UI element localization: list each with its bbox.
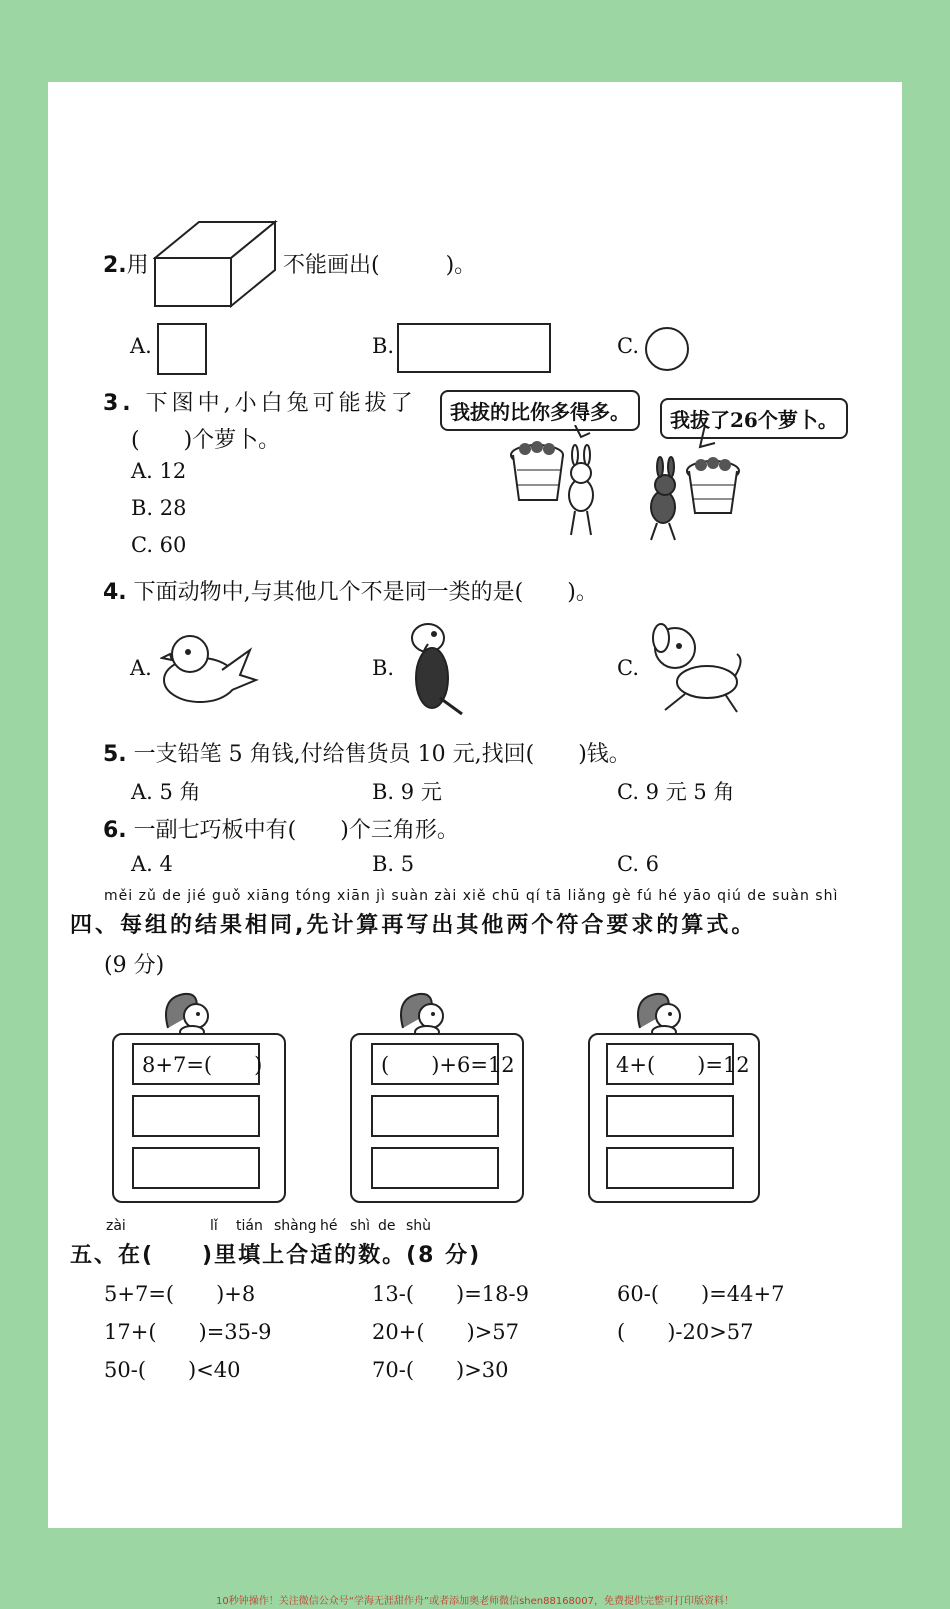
group-1-blank-2[interactable] — [132, 1147, 260, 1189]
q2-prefix: 用 — [126, 253, 149, 278]
sec5-pinyin-5: hé — [320, 1218, 338, 1234]
sec5-pinyin-7: de — [378, 1218, 396, 1234]
speech-bubble-right: 我拔了26个萝卜。 — [660, 398, 848, 439]
group-2-blank-2[interactable] — [371, 1147, 499, 1189]
equation-2-2: 20+( )>57 — [372, 1320, 520, 1344]
rectangle-shape — [397, 323, 551, 373]
group-2-given: ( )+6=12 — [371, 1043, 499, 1085]
sec4-pinyin: měi zǔ de jié guǒ xiāng tóng xiān jì suàn zài xiě chū qí tā liǎng gè fú hé yāo qiú de suàn shì — [104, 888, 839, 904]
q4-option-b-label: B. — [372, 656, 395, 680]
parrot-icon — [398, 618, 468, 716]
equation-1-3: 60-( )=44+7 — [617, 1282, 785, 1306]
square-shape — [157, 323, 207, 375]
q4-option-c-label: C. — [617, 656, 639, 680]
q5-option-a: A. 5 角 — [131, 780, 201, 804]
equation-2-1: 17+( )=35-9 — [104, 1320, 272, 1344]
group-1-given: 8+7=( ) — [132, 1043, 260, 1085]
sec5-pinyin-8: shù — [406, 1218, 432, 1234]
sec5-pinyin-6: shì — [350, 1218, 371, 1234]
q2-number: 2. — [103, 253, 127, 278]
q4-text: 下面动物中,与其他几个不是同一类的是( )。 — [133, 580, 598, 605]
q5-option-c: C. 9 元 5 角 — [617, 780, 735, 804]
sec5-title: 五、在( )里填上合适的数。(8 分) — [70, 1243, 482, 1268]
q6-option-c: C. 6 — [617, 852, 660, 876]
q4-option-a-label: A. — [130, 656, 152, 680]
circle-shape — [645, 327, 689, 371]
footer-note: 10秒钟操作！关注微信公众号“学海无涯甜作舟”或者添加奥老师微信shen88168007，免费提供完整可打印版资料！ — [215, 1596, 735, 1607]
q2-suffix: 不能画出( )。 — [283, 253, 477, 278]
equation-1-1: 5+7=( )+8 — [104, 1282, 256, 1306]
dog-icon — [645, 620, 745, 720]
equation-3-1: 50-( )<40 — [104, 1358, 241, 1382]
q5-number: 5. — [103, 742, 127, 767]
group-3-given: 4+( )=12 — [606, 1043, 734, 1085]
sec5-pinyin-3: tián — [236, 1218, 263, 1234]
q3-text: 下图中,小白兔可能拔了 — [145, 391, 417, 416]
sec5-pinyin-1: zài — [106, 1218, 126, 1234]
sec5-pinyin-2: lǐ — [210, 1218, 218, 1234]
q3-line2: ( )个萝卜。 — [131, 428, 281, 453]
rabbits-carrots-illustration — [505, 425, 845, 545]
speech-bubble-left: 我拔的比你多得多。 — [440, 390, 640, 431]
group-1-blank-1[interactable] — [132, 1095, 260, 1137]
white-rabbit-icon — [569, 445, 593, 535]
q3-option-c: C. 60 — [131, 533, 187, 557]
squirrel-icon — [160, 988, 215, 1038]
q5-option-b: B. 9 元 — [372, 780, 442, 804]
equation-1-2: 13-( )=18-9 — [372, 1282, 529, 1306]
q4-line — [103, 575, 598, 606]
q5-line — [103, 737, 631, 768]
equation-3-2: 70-( )>30 — [372, 1358, 509, 1382]
squirrel-icon — [395, 988, 450, 1038]
q2-option-c-label: C. — [617, 334, 639, 358]
q5-text: 一支铅笔 5 角钱,付给售货员 10 元,找回( )钱。 — [133, 742, 631, 767]
carrot-basket-left-icon — [511, 441, 563, 500]
q3-line1 — [103, 386, 417, 417]
q3-option-a: A. 12 — [131, 459, 187, 483]
q2-line — [103, 248, 149, 279]
carrot-basket-right-icon — [687, 457, 739, 513]
q4-number: 4. — [103, 580, 127, 605]
q2-option-b-label: B. — [372, 334, 395, 358]
group-3-blank-2[interactable] — [606, 1147, 734, 1189]
q3-option-b: B. 28 — [131, 496, 187, 520]
bird-icon — [160, 630, 260, 710]
q6-line — [103, 813, 459, 844]
sec4-title: 四、每组的结果相同,先计算再写出其他两个符合要求的算式。 — [70, 913, 757, 938]
q2-option-a-label: A. — [130, 334, 152, 358]
sec5-pinyin-4: shàng — [274, 1218, 317, 1234]
q6-text: 一副七巧板中有( )个三角形。 — [133, 818, 459, 843]
q6-number: 6. — [103, 818, 127, 843]
squirrel-icon — [632, 988, 687, 1038]
q3-number: 3. — [103, 391, 135, 416]
equation-2-3: ( )-20>57 — [617, 1320, 754, 1344]
q6-option-b: B. 5 — [372, 852, 415, 876]
group-3-blank-1[interactable] — [606, 1095, 734, 1137]
sec4-score: (9 分) — [104, 953, 165, 978]
cuboid-figure — [153, 220, 278, 308]
q6-option-a: A. 4 — [131, 852, 173, 876]
brown-rabbit-icon — [651, 457, 675, 540]
group-2-blank-1[interactable] — [371, 1095, 499, 1137]
